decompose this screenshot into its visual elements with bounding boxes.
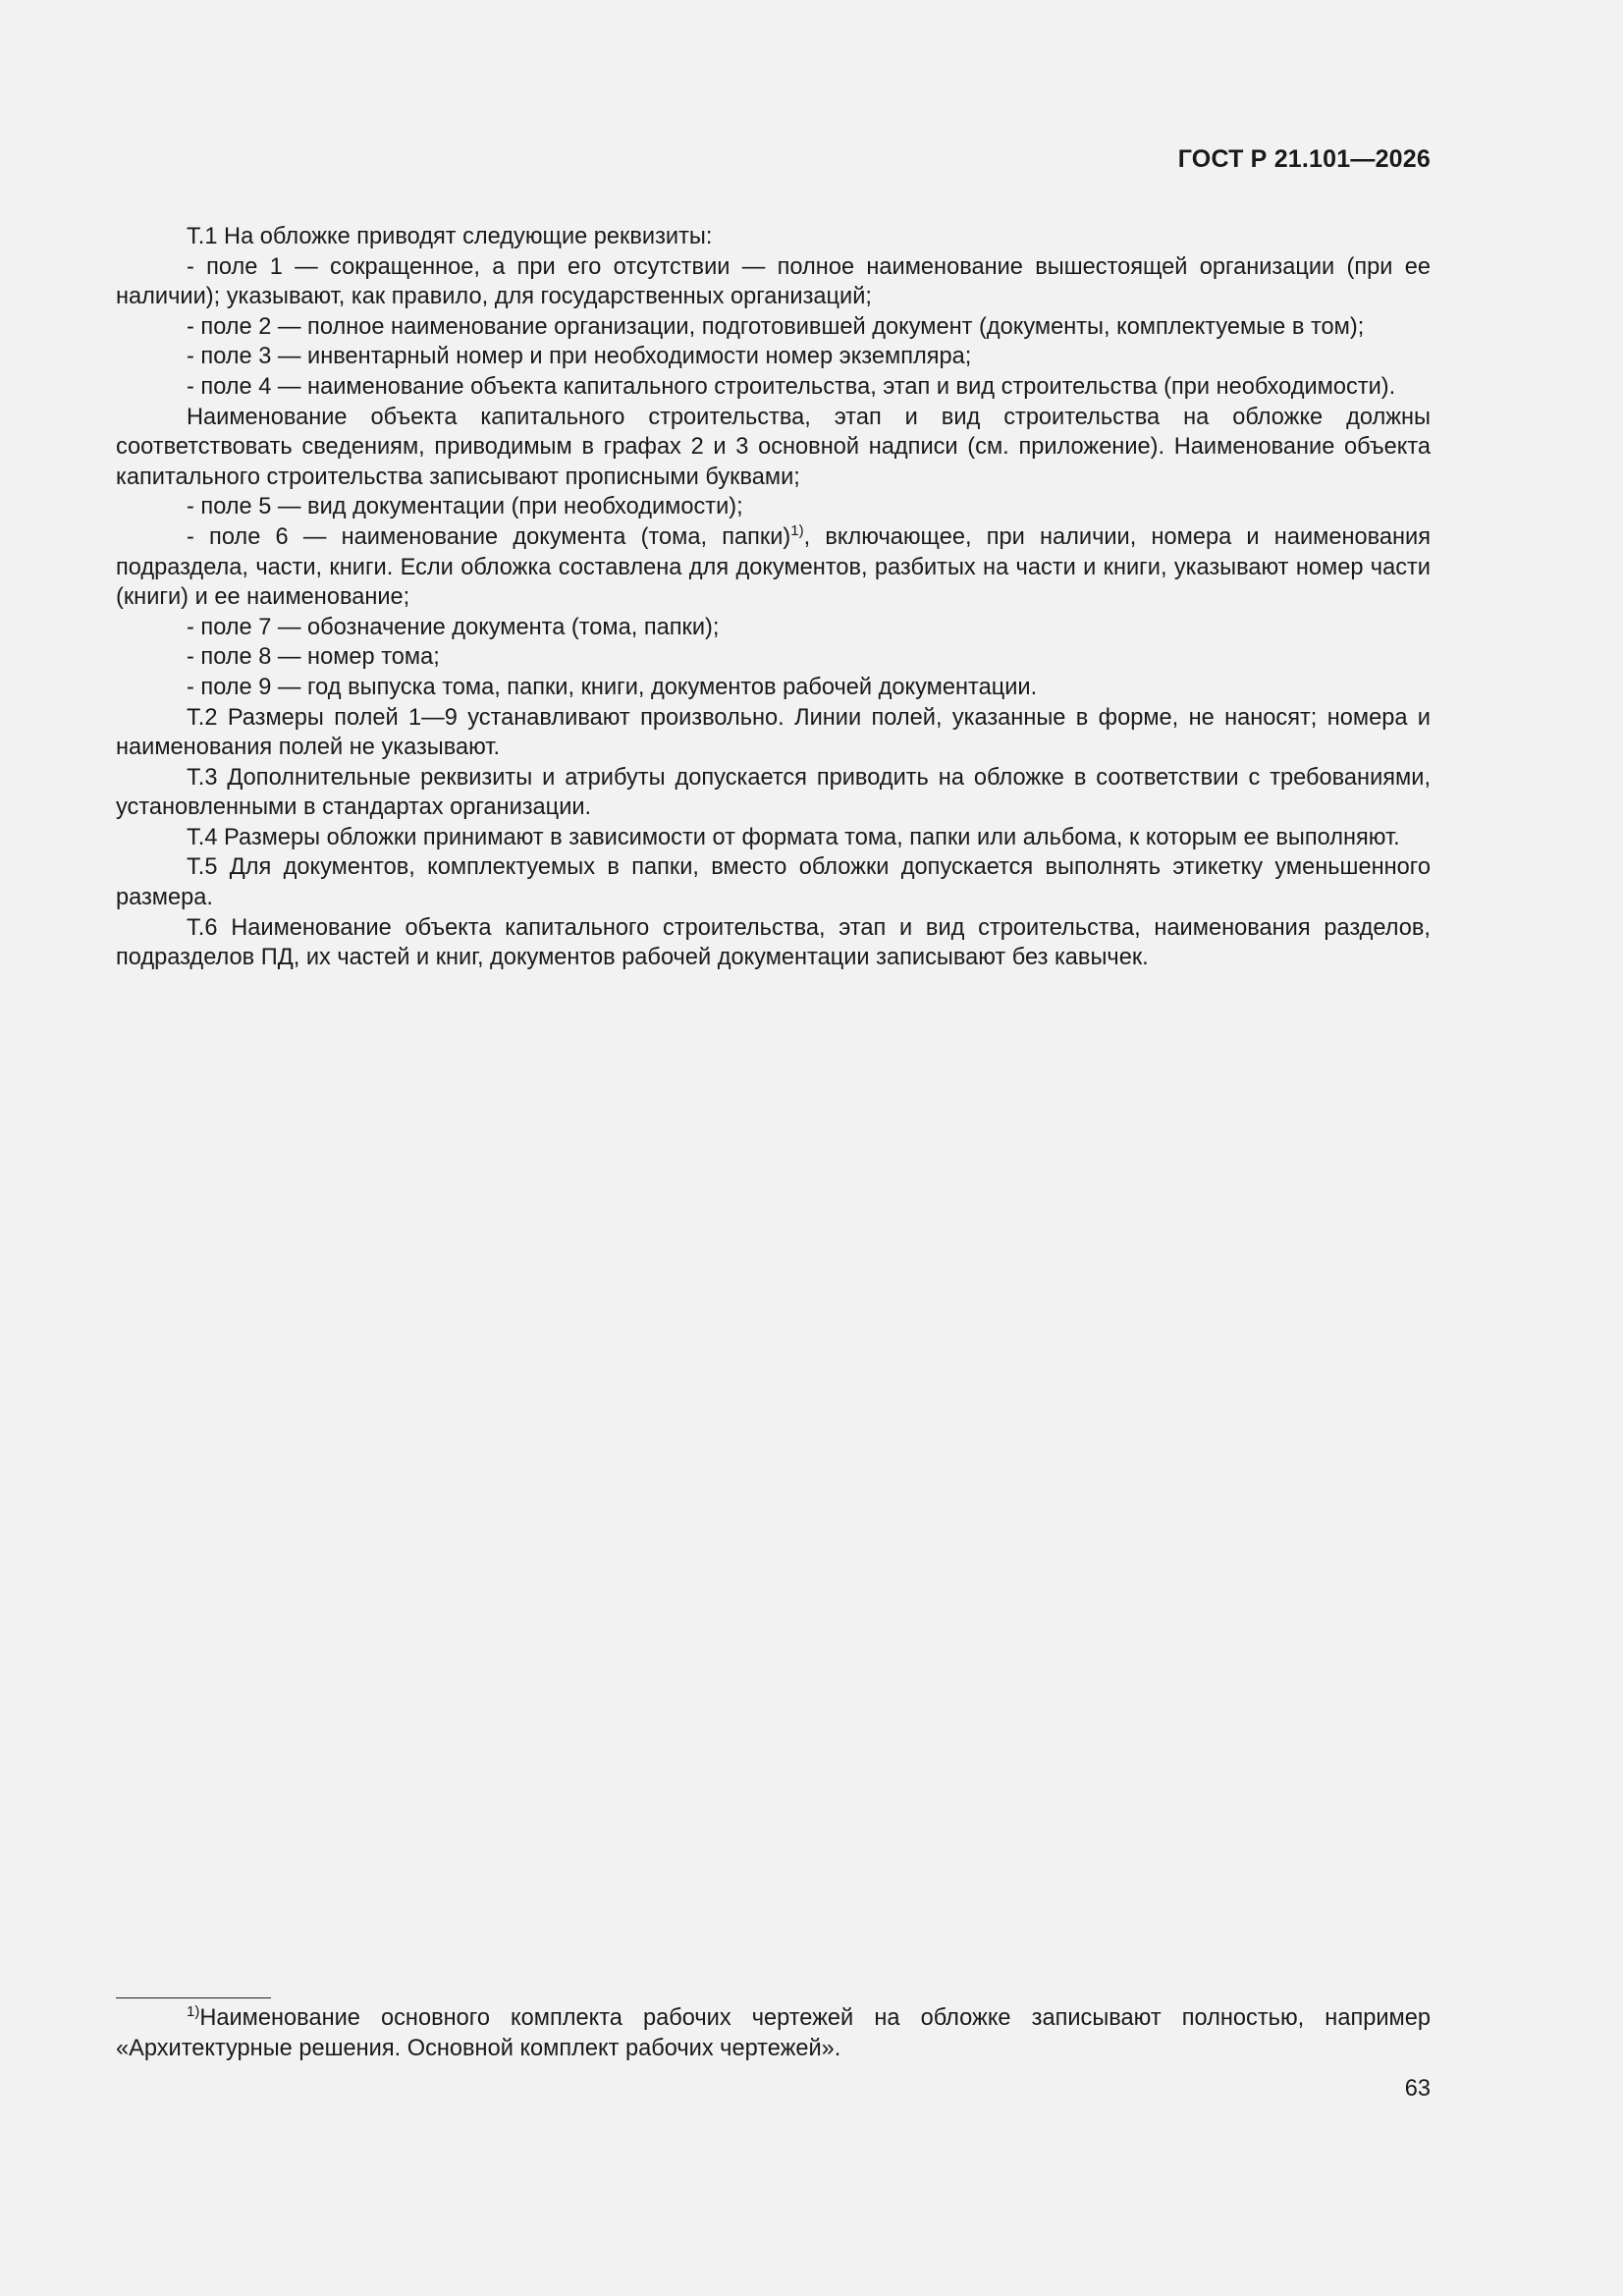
- paragraph-t2: Т.2 Размеры полей 1—9 устанавливают произвольно. Линии полей, указанные в форме, не наносят; номера и наименования полей не указывают.: [116, 704, 1431, 761]
- paragraph-t4: Т.4 Размеры обложки принимают в зависимости от формата тома, папки или альбома, к которым ее выполняют.: [187, 824, 1400, 850]
- footnote: [116, 2003, 1431, 2063]
- list-item-field-6: [116, 522, 1431, 613]
- list-item-field-9: - поле 9 — год выпуска тома, папки, книги, документов рабочей документации.: [187, 674, 1038, 700]
- paragraph-t6: Т.6 Наименование объекта капитального строительства, этап и вид строительства, наименования разделов, подразделов ПД, их частей и книг, документов рабочей документации записывают без кавычек.: [116, 914, 1431, 971]
- field-6-text-start: - поле 6 — наименование документа (тома, папки): [187, 523, 791, 550]
- footnote-text: Наименование основного комплекта рабочих чертежей на обложке записывают полностью, например «Архитектурные решения. Основной комплект рабочих чертежей».: [116, 2005, 1431, 2061]
- list-item-field-3: - поле 3 — инвентарный номер и при необходимости номер экземпляра;: [187, 344, 972, 370]
- list-item-field-5: - поле 5 — вид документации (при необходимости);: [187, 494, 743, 520]
- paragraph-object-name: Наименование объекта капитального строительства, этап и вид строительства на обложке должны соответствовать сведениям, приводимым в графах 2 и 3 основной надписи (см. приложение). Наименование объекта капитального строительства записывают прописными буквами;: [116, 404, 1431, 490]
- list-item-field-2: - поле 2 — полное наименование организации, подготовившей документ (документы, комплектуемые в том);: [187, 313, 1365, 340]
- paragraph-t5: Т.5 Для документов, комплектуемых в папки, вместо обложки допускается выполнять этикетку уменьшенного размера.: [116, 854, 1431, 911]
- paragraph-t3: Т.3 Дополнительные реквизиты и атрибуты допускается приводить на обложке в соответствии с требованиями, установленными в стандартах организации.: [116, 764, 1431, 821]
- list-item-field-8: - поле 8 — номер тома;: [187, 644, 440, 671]
- list-item-field-1: - поле 1 — сокращенное, а при его отсутствии — полное наименование вышестоящей организации (при ее наличии); указывают, как правило, для государственных организаций;: [116, 253, 1431, 310]
- document-body: [116, 222, 1431, 973]
- field-6-text-end: , включающее, при наличии, номера и наименования подраздела, части, книги. Если обложка составлена для документов, разбитых на части и книги, указывают номер части (книги) и ее наименование;: [116, 523, 1431, 611]
- footnote-divider: [116, 1997, 271, 1998]
- list-item-field-7: - поле 7 — обозначение документа (тома, папки);: [187, 614, 720, 640]
- page-number: 63: [1404, 2076, 1431, 2102]
- list-item-field-4: - поле 4 — наименование объекта капитального строительства, этап и вид строительства (при необходимости).: [187, 373, 1396, 400]
- paragraph-t1: Т.1 На обложке приводят следующие реквизиты:: [187, 224, 713, 249]
- footnote-mark: 1): [187, 2003, 200, 2020]
- document-code-header: ГОСТ Р 21.101—2026: [1177, 145, 1431, 173]
- footnote-reference: 1): [790, 521, 804, 539]
